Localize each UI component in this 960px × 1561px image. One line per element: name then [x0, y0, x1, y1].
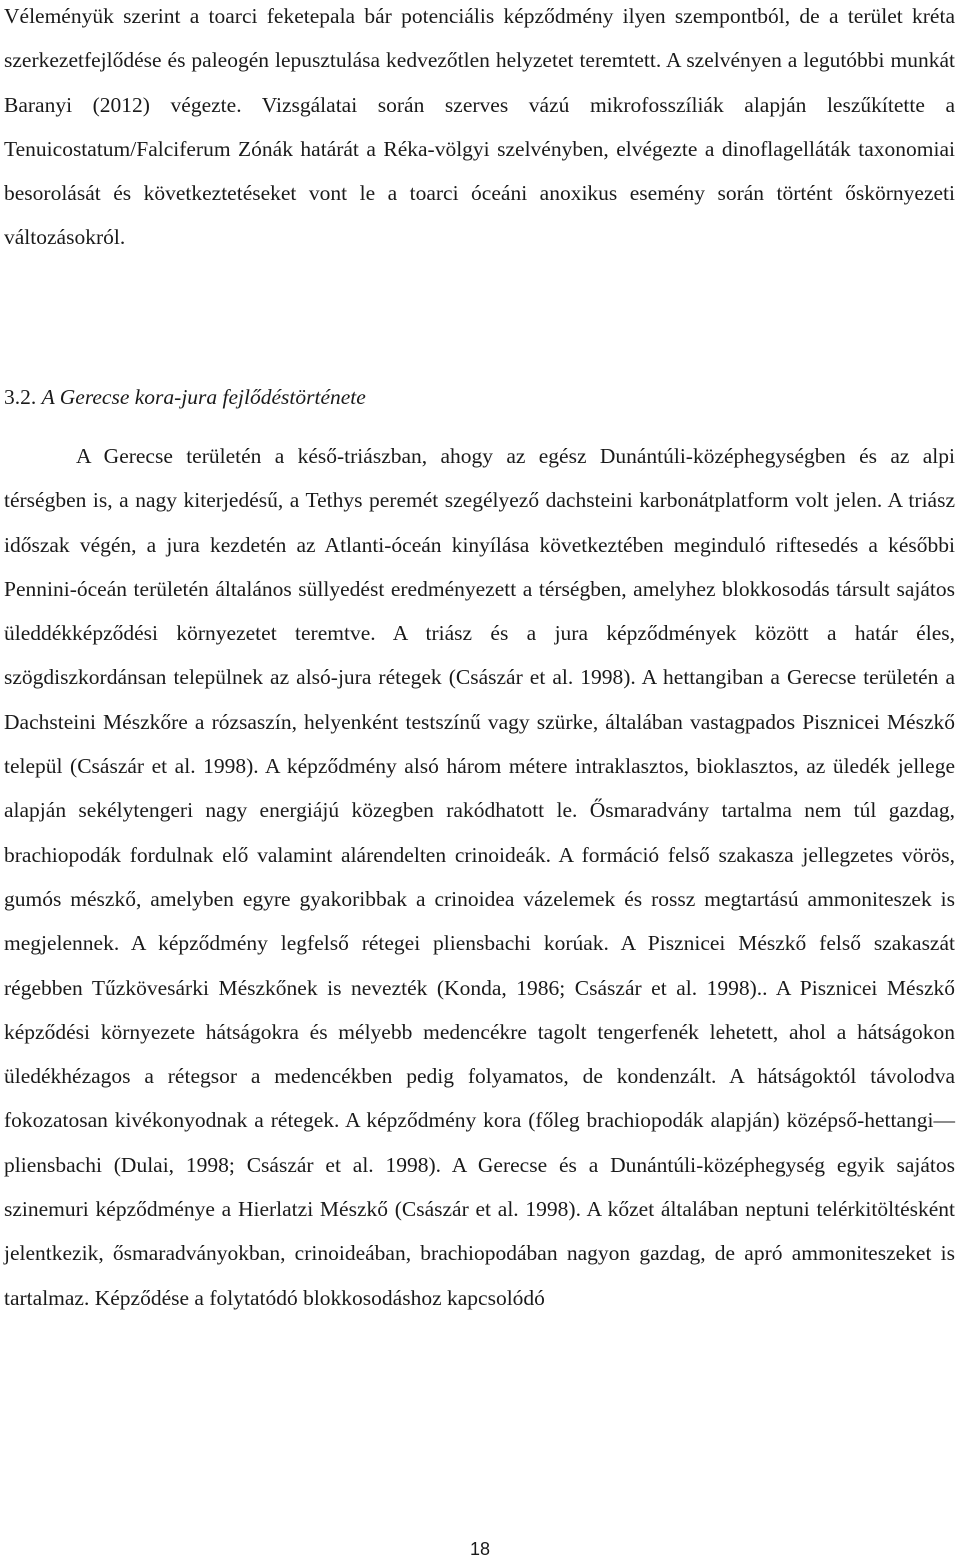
paragraph-gerecse: A Gerecse területén a késő-triászban, ahogy az egész Dunántúli-középhegységben és az alpi térségben is, a nagy kiterjedésű, a Tethys peremét szegélyező dachsteini karbonátplatform volt jelen. A triász időszak végén, a jura kezdetén az Atlanti-óceán kinyílása következtében meginduló riftesedés a későbbi Pennini-óceán területén általános süllyedést eredményezett a térségben, amelyhez blokkosodás társult sajátos üleddékképződési környezetet teremtve. A triász és a jura képződmények között a határ éles, szögdiszkordánsan települnek az alsó-jura rétegek (Császár et al. 1998). A hettangiban a Gerecse területén a Dachsteini Mészkőre a rózsaszín, helyenként testszínű vagy szürke, általában vastagpados Pisznicei Mészkő települ (Császár et al. 1998). A képződmény alsó három métere intraklasztos, bioklasztos, az üledék jellege alapján sekélytengeri nagy energiájú közegben rakódhatott le. Ősmaradvány tartalma nem túl gazdag, brachiopodák fordulnak elő valamint alárendelten crinoideák. A formáció felső szakasza jellegzetes vörös, gumós mészkő, amelyben egyre gyakoribbak a crinoidea vázelemek és rossz megtartású ammoniteszek is megjelennek. A képződmény legfelső rétegei pliensbachi korúak. A Pisznicei Mészkő felső szakaszát régebben Tűzkövesárki Mészkőnek is nevezték (Konda, 1986; Császár et al. 1998).. A Pisznicei Mészkő képződési környezete hátságokra és mélyebb medencékre tagolt tengerfenék lehetett, ahol a hátságokon üledékhézagos a rétegsor a medencékben pedig folyamatos, de kondenzált. A hátságoktól távolodva fokozatosan kivékonyodnak a rétegek. A képződmény kora (főleg brachiopodák alapján) középső-hettangi—pliensbachi (Dulai, 1998; Császár et al. 1998). A Gerecse és a Dunántúli-középhegység egyik sajátos szinemuri képződménye a Hierlatzi Mészkő (Császár et al. 1998). A kőzet általában neptuni telérkitöltésként jelentkezik, ősmaradványokban, crinoideában, brachiopodában nagyon gazdag, de apró ammoniteszeket is tartalmaz. Képződése a folytatódó blokkosodáshoz kapcsolódó: [4, 444, 955, 1310]
paragraph-intro: Véleményük szerint a toarci feketepala bár potenciális képződmény ilyen szempontból, de a terület kréta szerkezetfejlődése és paleogén lepusztulása kedvezőtlen helyzetet teremtett. A szelvényen a legutóbbi munkát Baranyi (2012) végezte. Vizsgálatai során szerves vázú mikrofosszíliák alapján leszűkítette a Tenuicostatum/Falciferum Zónák határát a Réka-völgyi szelvényben, elvégezte a dinoflagelláták taxonomiai besorolását és következtetéseket vont le a toarci óceáni anoxikus esemény során történt őskörnyezeti változásokról.: [4, 4, 955, 250]
section-title: A Gerecse kora-jura fejlődéstörténete: [41, 385, 366, 409]
section-number: 3.2.: [4, 385, 37, 409]
page-number: 18: [469, 1539, 491, 1559]
section-heading: [4, 375, 366, 419]
